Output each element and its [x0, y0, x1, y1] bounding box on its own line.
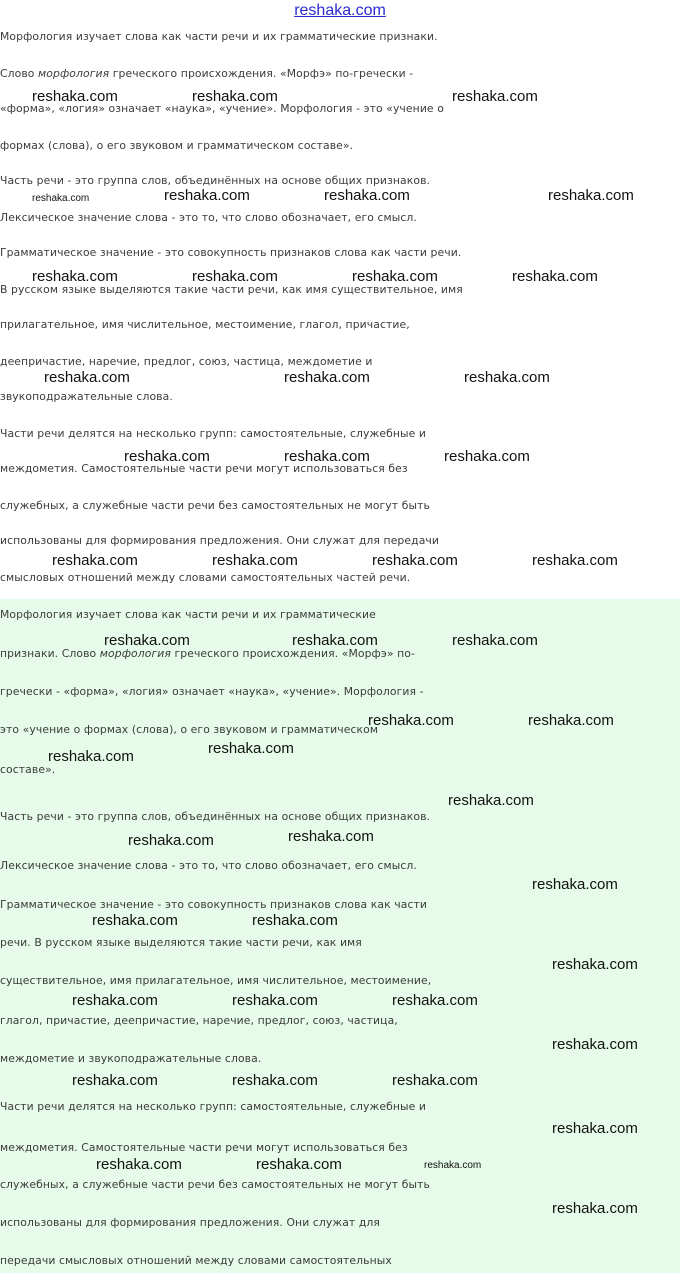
bottom-line-5: составе». — [0, 763, 56, 776]
watermark-text: reshaka.com — [92, 912, 178, 929]
watermark-text: reshaka.com — [324, 187, 410, 204]
top-line-3: «форма», «логия» означает «наука», «учение». Морфология - это «учение о — [0, 102, 444, 115]
watermark-text: reshaka.com — [32, 268, 118, 285]
watermark-text: reshaka.com — [512, 268, 598, 285]
bottom-line-2: признаки. Слово морфология греческого происхождения. «Морфэ» по- — [0, 647, 416, 660]
bottom-line-10: существительное, имя прилагательное, имя числительное, местоимение, — [0, 974, 432, 987]
bottom-line-7: Лексическое значение слова - это то, что слово обозначает, его смысл. — [0, 859, 417, 872]
watermark-text: reshaka.com — [352, 268, 438, 285]
watermark-text: reshaka.com — [72, 992, 158, 1009]
top-line-16: смысловых отношений между словами самостоятельных частей речи. — [0, 571, 411, 584]
watermark-text: reshaka.com — [192, 88, 278, 105]
watermark-text: reshaka.com — [128, 832, 214, 849]
bottom-line-6: Часть речи - это группа слов, объединённых на основе общих признаков. — [0, 810, 431, 823]
watermark-text: reshaka.com — [372, 552, 458, 569]
bottom-line-8: Грамматическое значение - это совокупность признаков слова как части — [0, 898, 428, 911]
watermark-text: reshaka.com — [212, 552, 298, 569]
watermark-text: reshaka.com — [48, 748, 134, 765]
watermark-text: reshaka.com — [532, 876, 618, 893]
watermark-text: reshaka.com — [192, 268, 278, 285]
bottom-line-1: Морфология изучает слова как части речи и их грамматические — [0, 608, 376, 621]
top-line-5: Часть речи - это группа слов, объединённых на основе общих признаков. — [0, 174, 431, 187]
watermark-text: reshaka.com — [32, 88, 118, 105]
watermark-text: reshaka.com — [96, 1156, 182, 1173]
top-line-12: Части речи делятся на несколько групп: самостоятельные, служебные и — [0, 427, 427, 440]
watermark-text: reshaka.com — [464, 369, 550, 386]
watermark-text: reshaka.com — [288, 828, 374, 845]
watermark-text: reshaka.com — [368, 712, 454, 729]
watermark-text: reshaka.com — [392, 1072, 478, 1089]
bottom-line-17: передачи смысловых отношений между словами самостоятельных — [0, 1254, 392, 1267]
watermark-text: reshaka.com — [292, 632, 378, 649]
watermark-text: reshaka.com — [424, 1160, 482, 1171]
watermark-text: reshaka.com — [252, 912, 338, 929]
top-line-2: Слово морфология греческого происхождения. «Морфэ» по-гречески - — [0, 67, 414, 80]
term-italic: морфология — [99, 647, 171, 660]
top-line-14: служебных, а служебные части речи без самостоятельных не могут быть — [0, 499, 430, 512]
top-line-8: В русском языке выделяются такие части речи, как имя существительное, имя — [0, 283, 463, 296]
watermark-text: reshaka.com — [532, 552, 618, 569]
watermark-text: reshaka.com — [548, 187, 634, 204]
top-line-1: Морфология изучает слова как части речи и их грамматические признаки. — [0, 30, 438, 43]
bottom-line-9: речи. В русском языке выделяются такие части речи, как имя — [0, 936, 362, 949]
watermark-text: reshaka.com — [232, 1072, 318, 1089]
top-line-7: Грамматическое значение - это совокупность признаков слова как части речи. — [0, 246, 462, 259]
bottom-line-12: междометие и звукоподражательные слова. — [0, 1052, 262, 1065]
watermark-text: reshaka.com — [444, 448, 530, 465]
watermark-text: reshaka.com — [256, 1156, 342, 1173]
watermark-text: reshaka.com — [104, 632, 190, 649]
top-line-15: использованы для формирования предложения. Они служат для передачи — [0, 534, 440, 547]
watermark-text: reshaka.com — [452, 88, 538, 105]
bottom-line-14: междометия. Самостоятельные части речи могут использоваться без — [0, 1141, 408, 1154]
watermark-text: reshaka.com — [208, 740, 294, 757]
bottom-line-15: служебных, а служебные части речи без самостоятельных не могут быть — [0, 1178, 430, 1191]
site-header — [0, 0, 680, 26]
top-line-4: формах (слова), о его звуковом и грамматическом составе». — [0, 139, 354, 152]
bottom-line-4: это «учение о формах (слова), о его звуковом и грамматическом — [0, 723, 379, 736]
watermark-text: reshaka.com — [284, 369, 370, 386]
term-italic: морфология — [38, 67, 110, 80]
top-line-13: междометия. Самостоятельные части речи могут использоваться без — [0, 462, 408, 475]
watermark-text: reshaka.com — [528, 712, 614, 729]
top-line-9: прилагательное, имя числительное, местоимение, глагол, причастие, — [0, 318, 410, 331]
watermark-text: reshaka.com — [452, 632, 538, 649]
watermark-text: reshaka.com — [284, 448, 370, 465]
site-link[interactable]: reshaka.com — [294, 2, 386, 19]
watermark-text: reshaka.com — [392, 992, 478, 1009]
top-line-10: деепричастие, наречие, предлог, союз, частица, междометие и — [0, 355, 373, 368]
watermark-text: reshaka.com — [32, 193, 90, 204]
watermark-text: reshaka.com — [164, 187, 250, 204]
watermark-text: reshaka.com — [72, 1072, 158, 1089]
watermark-text: reshaka.com — [552, 1120, 638, 1137]
watermark-text: reshaka.com — [552, 956, 638, 973]
watermark-text: reshaka.com — [44, 369, 130, 386]
watermark-text: reshaka.com — [232, 992, 318, 1009]
watermark-text: reshaka.com — [552, 1200, 638, 1217]
bottom-line-13: Части речи делятся на несколько групп: самостоятельные, служебные и — [0, 1100, 427, 1113]
bottom-line-11: глагол, причастие, деепричастие, наречие, предлог, союз, частица, — [0, 1014, 398, 1027]
top-line-6: Лексическое значение слова - это то, что слово обозначает, его смысл. — [0, 211, 417, 224]
watermark-text: reshaka.com — [124, 448, 210, 465]
watermark-text: reshaka.com — [448, 792, 534, 809]
bottom-line-3: гречески - «форма», «логия» означает «наука», «учение». Морфология - — [0, 685, 424, 698]
top-line-11: звукоподражательные слова. — [0, 390, 173, 403]
bottom-line-16: использованы для формирования предложения. Они служат для — [0, 1216, 381, 1229]
watermark-text: reshaka.com — [52, 552, 138, 569]
watermark-text: reshaka.com — [552, 1036, 638, 1053]
